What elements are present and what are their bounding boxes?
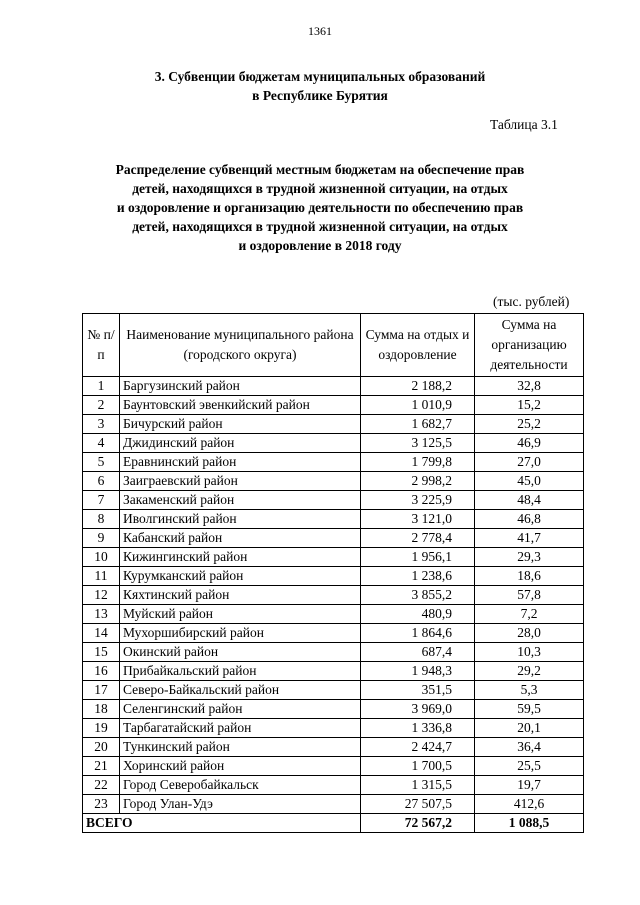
section-title [0,67,640,105]
table-row [83,586,584,605]
sum-rest-value: 3 121,0 [361,510,475,529]
row-number: 1 [83,377,120,396]
subsidy-table [82,313,584,833]
district-name: Курумканский район [120,567,361,586]
district-name: Закаменский район [120,491,361,510]
sum-rest-value: 480,9 [361,605,475,624]
sum-rest-value: 3 969,0 [361,700,475,719]
sum-rest-value: 1 238,6 [361,567,475,586]
sum-rest-value: 3 855,2 [361,586,475,605]
table-row [83,700,584,719]
table-row [83,624,584,643]
sum-rest-value: 687,4 [361,643,475,662]
section-title-line: 3. Субвенции бюджетам муниципальных образований [154,69,486,84]
header-sum-rest: Сумма на отдых и оздоровление [361,314,475,377]
district-name: Джидинский район [120,434,361,453]
row-number: 3 [83,415,120,434]
sum-org-value: 57,8 [475,586,584,605]
table-row [83,643,584,662]
row-number: 4 [83,434,120,453]
sum-org-value: 32,8 [475,377,584,396]
sum-rest-value: 3 125,5 [361,434,475,453]
table-row [83,719,584,738]
district-name: Хоринский район [120,757,361,776]
sum-org-value: 41,7 [475,529,584,548]
table-header-row [83,314,584,377]
section-title-line: в Республике Бурятия [252,88,388,103]
table-caption-line: и оздоровление в 2018 году [238,238,402,253]
table-caption [0,160,640,255]
header-name: Наименование муниципального района (городского округа) [120,314,361,377]
table-row [83,510,584,529]
district-name: Селенгинский район [120,700,361,719]
total-sum-rest: 72 567,2 [361,814,475,833]
row-number: 14 [83,624,120,643]
table-row [83,776,584,795]
district-name: Кяхтинский район [120,586,361,605]
district-name: Город Улан-Удэ [120,795,361,814]
sum-rest-value: 1 010,9 [361,396,475,415]
table-body [83,377,584,833]
sum-org-value: 25,2 [475,415,584,434]
row-number: 17 [83,681,120,700]
district-name: Баргузинский район [120,377,361,396]
district-name: Тарбагатайский район [120,719,361,738]
sum-org-value: 18,6 [475,567,584,586]
row-number: 20 [83,738,120,757]
row-number: 15 [83,643,120,662]
district-name: Иволгинский район [120,510,361,529]
sum-rest-value: 2 778,4 [361,529,475,548]
sum-org-value: 20,1 [475,719,584,738]
sum-rest-value: 1 948,3 [361,662,475,681]
sum-org-value: 59,5 [475,700,584,719]
sum-org-value: 48,4 [475,491,584,510]
sum-rest-value: 1 336,8 [361,719,475,738]
header-num: № п/п [83,314,120,377]
district-name: Северо-Байкальский район [120,681,361,700]
sum-rest-value: 2 998,2 [361,472,475,491]
sum-rest-value: 1 315,5 [361,776,475,795]
table-caption-line: детей, находящихся в трудной жизненной ситуации, на отдых [132,181,508,196]
table-row [83,377,584,396]
sum-org-value: 46,8 [475,510,584,529]
table-reference: Таблица 3.1 [490,117,558,132]
table-row [83,491,584,510]
row-number: 23 [83,795,120,814]
table-row [83,738,584,757]
table-row [83,605,584,624]
table-row [83,567,584,586]
table-row [83,548,584,567]
row-number: 9 [83,529,120,548]
sum-rest-value: 1 682,7 [361,415,475,434]
sum-org-value: 19,7 [475,776,584,795]
row-number: 18 [83,700,120,719]
district-name: Окинский район [120,643,361,662]
table-row [83,529,584,548]
district-name: Муйский район [120,605,361,624]
sum-rest-value: 3 225,9 [361,491,475,510]
row-number: 5 [83,453,120,472]
table-row [83,662,584,681]
district-name: Кабанский район [120,529,361,548]
table-row [83,681,584,700]
sum-org-value: 36,4 [475,738,584,757]
sum-org-value: 10,3 [475,643,584,662]
sum-rest-value: 1 956,1 [361,548,475,567]
row-number: 10 [83,548,120,567]
district-name: Баунтовский эвенкийский район [120,396,361,415]
table-row [83,434,584,453]
sum-org-value: 29,3 [475,548,584,567]
row-number: 2 [83,396,120,415]
district-name: Тункинский район [120,738,361,757]
row-number: 6 [83,472,120,491]
row-number: 8 [83,510,120,529]
table-caption-line: детей, находящихся в трудной жизненной ситуации, на отдых [132,219,508,234]
district-name: Еравнинский район [120,453,361,472]
row-number: 19 [83,719,120,738]
header-sum-org: Сумма на организацию деятельности [475,314,584,377]
district-name: Кижингинский район [120,548,361,567]
sum-org-value: 29,2 [475,662,584,681]
district-name: Город Северобайкальск [120,776,361,795]
row-number: 21 [83,757,120,776]
total-row [83,814,584,833]
units-label: (тыс. рублей) [493,294,570,309]
table-row [83,396,584,415]
table-caption-line: Распределение субвенций местным бюджетам на обеспечение прав [115,162,525,177]
row-number: 12 [83,586,120,605]
sum-org-value: 5,3 [475,681,584,700]
sum-rest-value: 1 799,8 [361,453,475,472]
table-row [83,472,584,491]
district-name: Заиграевский район [120,472,361,491]
row-number: 7 [83,491,120,510]
sum-org-value: 45,0 [475,472,584,491]
sum-rest-value: 1 700,5 [361,757,475,776]
sum-org-value: 46,9 [475,434,584,453]
total-label: ВСЕГО [83,814,361,833]
sum-rest-value: 2 424,7 [361,738,475,757]
sum-org-value: 28,0 [475,624,584,643]
total-sum-org: 1 088,5 [475,814,584,833]
sum-org-value: 25,5 [475,757,584,776]
table-row [83,757,584,776]
sum-rest-value: 27 507,5 [361,795,475,814]
sum-rest-value: 1 864,6 [361,624,475,643]
sum-org-value: 27,0 [475,453,584,472]
row-number: 22 [83,776,120,795]
row-number: 13 [83,605,120,624]
district-name: Прибайкальский район [120,662,361,681]
page-number: 1361 [308,24,332,38]
table-row [83,415,584,434]
district-name: Бичурский район [120,415,361,434]
table-row [83,795,584,814]
sum-org-value: 7,2 [475,605,584,624]
sum-rest-value: 351,5 [361,681,475,700]
sum-org-value: 412,6 [475,795,584,814]
district-name: Мухоршибирский район [120,624,361,643]
sum-org-value: 15,2 [475,396,584,415]
table-row [83,453,584,472]
sum-rest-value: 2 188,2 [361,377,475,396]
row-number: 16 [83,662,120,681]
table-caption-line: и оздоровление и организацию деятельности по обеспечению прав [116,200,524,215]
row-number: 11 [83,567,120,586]
